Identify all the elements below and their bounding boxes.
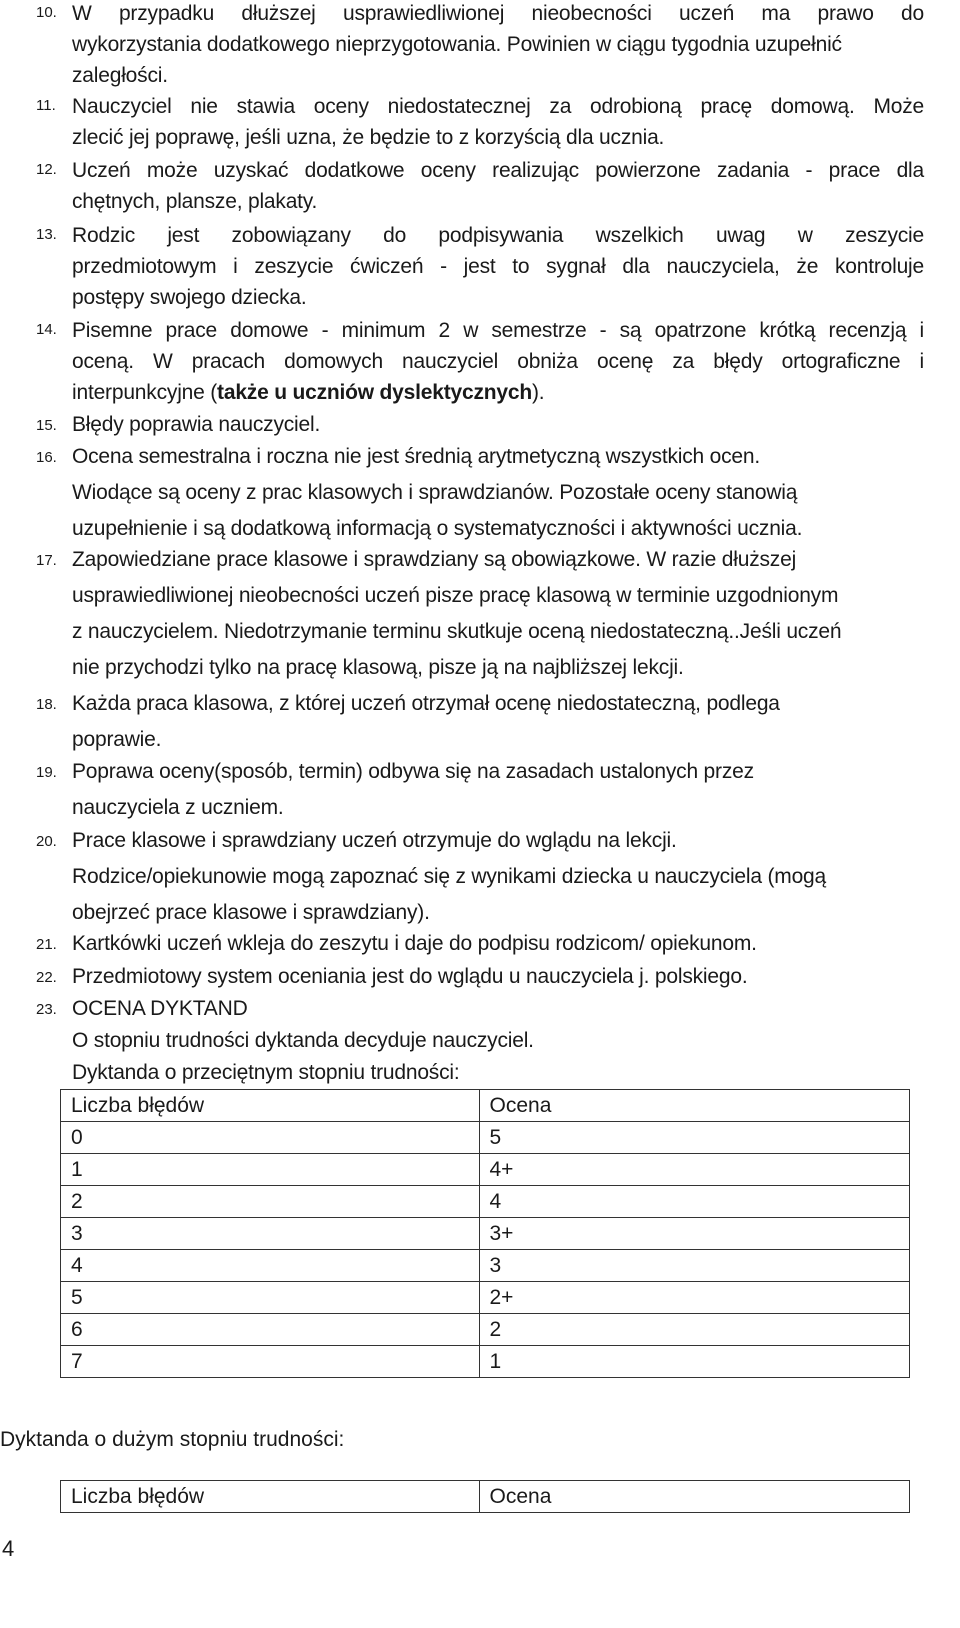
item-number: 15. <box>36 417 57 434</box>
text-line: Prace klasowe i sprawdziany uczeń otrzymuje do wglądu na lekcji. <box>72 829 677 852</box>
text-line: uzupełnienie i są dodatkową informacją o systematyczności i aktywności ucznia. <box>72 517 803 540</box>
item-text <box>72 542 924 686</box>
table-row <box>61 1122 910 1154</box>
table-row <box>61 1346 910 1378</box>
section-label-hard-dictations: Dyktanda o dużym stopniu trudności: <box>0 1428 345 1451</box>
text-line: obejrzeć prace klasowe i sprawdziany). <box>72 901 430 924</box>
header-cell: Ocena <box>479 1090 910 1122</box>
text-line: Pisemne prace domowe - minimum 2 w semestrze - są opatrzone krótką recenzją i <box>72 319 924 342</box>
table-cell: 7 <box>61 1346 480 1378</box>
table-row <box>61 1218 910 1250</box>
item-number: 19. <box>36 764 57 781</box>
header-cell: Liczba błędów <box>61 1481 480 1513</box>
text-line: Kartkówki uczeń wkleja do zeszytu i daje do podpisu rodzicom/ opiekunom. <box>72 932 757 955</box>
text-line: usprawiedliwionej nieobecności uczeń pisze pracę klasową w terminie uzgodnionym <box>72 584 839 607</box>
text-line: poprawie. <box>72 728 162 751</box>
header-cell: Liczba błędów <box>61 1090 480 1122</box>
text-line: Każda praca klasowa, z której uczeń otrzymał ocenę niedostateczną, podlega <box>72 692 780 715</box>
text-line: Dyktanda o przeciętnym stopniu trudności: <box>72 1061 460 1084</box>
text-line: Uczeń może uzyskać dodatkowe oceny realizując powierzone zadania - prace dla <box>72 159 924 182</box>
text-line <box>72 377 924 408</box>
item-text <box>72 0 924 91</box>
item-text <box>72 409 924 441</box>
text-line: Ocena semestralna i roczna nie jest średnią arytmetyczną wszystkich ocen. <box>72 445 761 468</box>
text-line: W przypadku dłuższej usprawiedliwionej nieobecności uczeń ma prawo do <box>72 2 924 25</box>
text-line: Rodzice/opiekunowie mogą zapoznać się z wynikami dziecka u nauczyciela (mogą <box>72 865 827 888</box>
item-text <box>72 993 924 1089</box>
item-text <box>72 754 924 826</box>
item-number: 18. <box>36 696 57 713</box>
text-line: Poprawa oceny(sposób, termin) odbywa się na zasadach ustalonych przez <box>72 760 754 783</box>
text-line: wykorzystania dodatkowego nieprzygotowania. Powinien w ciągu tygodnia uzupełnić <box>72 33 842 56</box>
text-fragment: ). <box>531 381 545 404</box>
item-text <box>72 315 924 408</box>
item-number: 20. <box>36 833 57 850</box>
item-number: 11. <box>36 97 56 114</box>
table-cell: 1 <box>479 1346 910 1378</box>
table-header-row <box>61 1090 910 1122</box>
item-text <box>72 961 924 993</box>
text-fragment: interpunkcyjne ( <box>72 381 218 404</box>
text-line: Nauczyciel nie stawia oceny niedostatecznej za odrobioną pracę domową. Może <box>72 95 924 118</box>
table-row <box>61 1314 910 1346</box>
text-line: Wiodące są oceny z prac klasowych i sprawdzianów. Pozostałe oceny stanowią <box>72 481 798 504</box>
item-text <box>72 439 924 547</box>
text-line: oceną. W pracach domowych nauczyciel obniża ocenę za błędy ortograficzne i <box>72 350 924 373</box>
text-line: nauczyciela z uczniem. <box>72 796 284 819</box>
grades-table-average <box>60 1089 910 1378</box>
item-number: 21. <box>36 936 57 953</box>
item-number: 16. <box>36 449 57 466</box>
text-line: Rodzic jest zobowiązany do podpisywania wszelkich uwag w zeszycie <box>72 224 924 247</box>
item-text <box>72 220 924 313</box>
text-line: z nauczycielem. Niedotrzymanie terminu skutkuje oceną niedostateczną..Jeśli uczeń <box>72 620 842 643</box>
item-text <box>72 91 924 153</box>
table-cell: 1 <box>61 1154 480 1186</box>
bold-emphasis: także u uczniów dyslektycznych <box>217 381 532 404</box>
item-text <box>72 928 924 960</box>
text-line: nie przychodzi tylko na pracę klasową, pisze ją na najbliższej lekcji. <box>72 656 684 679</box>
text-line: przedmiotowym i zeszycie ćwiczeń - jest to sygnał dla nauczyciela, że kontroluje <box>72 255 924 278</box>
text-line: Błędy poprawia nauczyciel. <box>72 413 321 436</box>
item-number: 13. <box>36 226 57 243</box>
item-number: 23. <box>36 1001 57 1018</box>
text-line: chętnych, plansze, plakaty. <box>72 190 318 213</box>
table-cell: 2 <box>61 1186 480 1218</box>
table-cell: 5 <box>61 1282 480 1314</box>
table-header-row <box>61 1481 910 1513</box>
table-cell: 3 <box>479 1250 910 1282</box>
table-cell: 5 <box>479 1122 910 1154</box>
table-row <box>61 1250 910 1282</box>
table-cell: 4 <box>479 1186 910 1218</box>
text-line: O stopniu trudności dyktanda decyduje nauczyciel. <box>72 1029 534 1052</box>
item-text <box>72 155 924 217</box>
text-line: Przedmiotowy system oceniania jest do wglądu u nauczyciela j. polskiego. <box>72 965 748 988</box>
table-cell: 6 <box>61 1314 480 1346</box>
table-row <box>61 1186 910 1218</box>
table-cell: 0 <box>61 1122 480 1154</box>
table-cell: 2+ <box>479 1282 910 1314</box>
page-number: 4 <box>2 1536 15 1561</box>
grades-table-hard <box>60 1480 910 1513</box>
item-text <box>72 823 924 931</box>
text-line: Zapowiedziane prace klasowe i sprawdziany są obowiązkowe. W razie dłuższej <box>72 548 797 571</box>
table-cell: 2 <box>479 1314 910 1346</box>
header-cell: Ocena <box>479 1481 910 1513</box>
table-cell: 3 <box>61 1218 480 1250</box>
text-line: zaległości. <box>72 64 168 87</box>
item-text <box>72 686 924 758</box>
item-number: 10. <box>36 4 57 21</box>
table-cell: 4+ <box>479 1154 910 1186</box>
item-number: 17. <box>36 552 57 569</box>
text-line: zlecić jej poprawę, jeśli uzna, że będzie to z korzyścią dla ucznia. <box>72 126 665 149</box>
item-number: 12. <box>36 161 57 178</box>
item-number: 14. <box>36 321 57 338</box>
table-row <box>61 1154 910 1186</box>
table-row <box>61 1282 910 1314</box>
table-cell: 4 <box>61 1250 480 1282</box>
text-line: OCENA DYKTAND <box>72 997 248 1020</box>
table-cell: 3+ <box>479 1218 910 1250</box>
text-line: postępy swojego dziecka. <box>72 286 307 309</box>
item-number: 22. <box>36 969 57 986</box>
